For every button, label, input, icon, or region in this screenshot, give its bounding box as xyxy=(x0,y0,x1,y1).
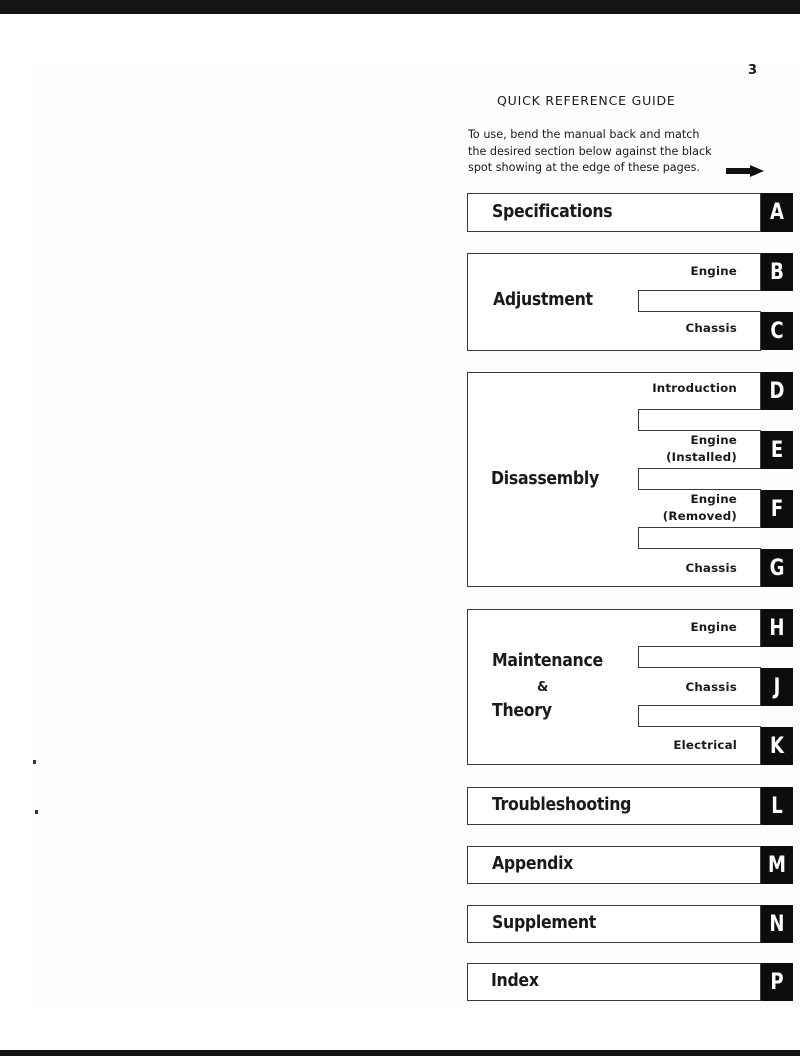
tab-h[interactable]: H xyxy=(761,609,793,647)
section-label-supplement: Supplement xyxy=(492,913,596,933)
section-label-specifications: Specifications xyxy=(492,202,613,222)
section-label-index: Index xyxy=(491,971,539,991)
sub-label-maintenance-chassis: Chassis xyxy=(685,680,737,694)
section-label-troubleshooting: Troubleshooting xyxy=(492,795,632,815)
tab-b[interactable]: B xyxy=(761,253,793,291)
tab-f[interactable]: F xyxy=(761,490,793,528)
divider-slot xyxy=(638,527,761,549)
sub-label-maintenance-electrical: Electrical xyxy=(673,738,737,752)
instructions-line: spot showing at the edge of these pages. xyxy=(468,161,701,174)
sub-label-adjustment-chassis: Chassis xyxy=(685,321,737,335)
sub-label-maintenance-engine: Engine xyxy=(690,620,737,634)
page-number: 3 xyxy=(748,63,758,78)
tab-d[interactable]: D xyxy=(761,372,793,410)
section-label-disassembly: Disassembly xyxy=(491,469,599,489)
top-frame-bar xyxy=(0,0,800,14)
section-label-maintenance: Maintenance xyxy=(492,651,603,671)
instructions-line: the desired section below against the black xyxy=(468,144,712,158)
tab-e[interactable]: E xyxy=(761,431,793,469)
tab-k[interactable]: K xyxy=(761,727,793,765)
tab-n[interactable]: N xyxy=(761,905,793,943)
tab-l[interactable]: L xyxy=(761,787,793,825)
scan-speck xyxy=(35,810,38,814)
tab-p[interactable]: P xyxy=(761,963,793,1001)
divider-slot xyxy=(638,290,761,312)
guide-title: QUICK REFERENCE GUIDE xyxy=(497,93,676,108)
sub-label-disassembly-chassis: Chassis xyxy=(685,561,737,575)
divider-slot xyxy=(638,646,761,668)
scan-speck xyxy=(33,760,36,764)
tab-c[interactable]: C xyxy=(761,312,793,350)
tab-g[interactable]: G xyxy=(761,549,793,587)
sub-label-disassembly-engine-installed: Engine (Installed) xyxy=(666,433,737,464)
section-label-adjustment: Adjustment xyxy=(493,290,593,310)
tab-m[interactable]: M xyxy=(761,846,793,884)
bottom-frame-bar xyxy=(0,1050,800,1056)
divider-slot xyxy=(638,409,761,431)
section-label-ampersand: & xyxy=(537,680,549,695)
divider-slot xyxy=(638,705,761,727)
sub-label-adjustment-engine: Engine xyxy=(690,264,737,278)
sub-label-disassembly-introduction: Introduction xyxy=(652,381,737,395)
tab-a[interactable]: A xyxy=(761,193,793,232)
section-label-appendix: Appendix xyxy=(492,854,574,874)
instructions-text xyxy=(468,127,738,177)
section-label-theory: Theory xyxy=(492,701,552,721)
instructions-line: To use, bend the manual back and match xyxy=(468,128,700,141)
divider-slot xyxy=(638,468,761,490)
right-arrow-icon xyxy=(726,165,764,177)
sub-label-disassembly-engine-removed: Engine (Removed) xyxy=(662,492,737,523)
tab-j[interactable]: J xyxy=(761,668,793,706)
